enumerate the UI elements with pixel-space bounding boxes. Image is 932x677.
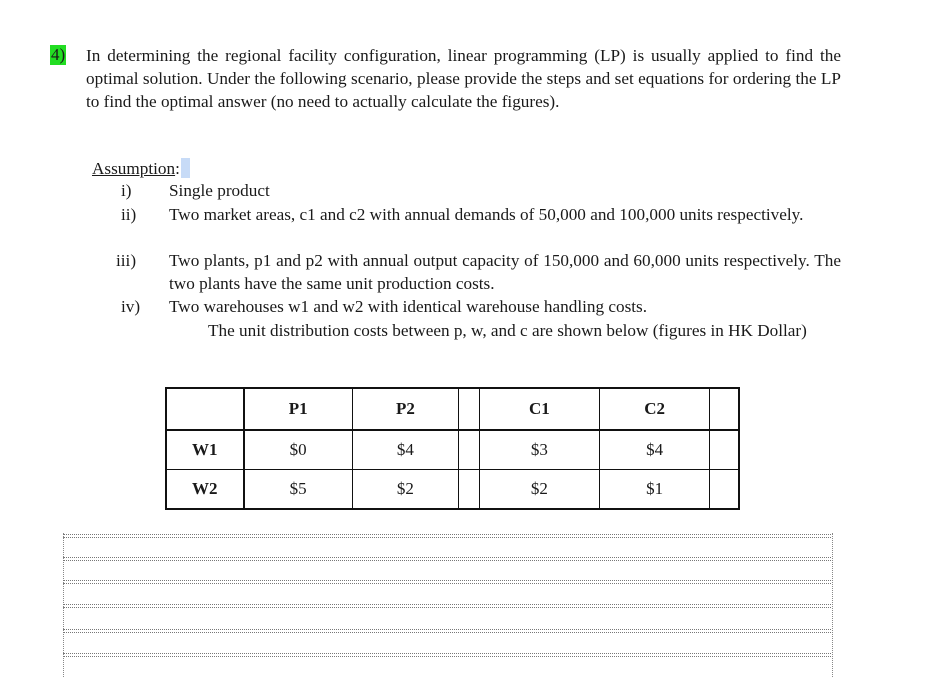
cell-spacer bbox=[459, 430, 480, 470]
cell-spacer bbox=[459, 470, 480, 510]
cell-w2-c2: $1 bbox=[599, 470, 709, 510]
assumption-item-numeral: iii) bbox=[116, 251, 137, 270]
question-text: In determining the regional facility configuration, linear programming (LP) is usually applied to find the optimal solution. Under the following scenario, please provide the steps and set equations for ordering the LP to find the optimal answer (no need to actually calculate the figures). bbox=[86, 46, 841, 111]
assumption-heading-colon: : bbox=[175, 159, 180, 178]
column-header-c1: C1 bbox=[479, 388, 599, 430]
assumption-item-text: Single product bbox=[169, 181, 270, 200]
assumption-item-numeral: i) bbox=[121, 181, 132, 200]
assumption-item-numeral: ii) bbox=[121, 205, 137, 224]
cell-w2-p2: $2 bbox=[352, 470, 458, 510]
cell-w1-p1: $0 bbox=[244, 430, 353, 470]
assumption-item-numeral: iv) bbox=[121, 297, 141, 316]
answer-line bbox=[63, 604, 831, 608]
table-row bbox=[166, 430, 739, 470]
column-header-trailing bbox=[710, 388, 739, 430]
row-label-w2: W2 bbox=[166, 470, 244, 510]
assumption-heading-label: Assumption bbox=[92, 159, 176, 178]
assumption-item-text: Two plants, p1 and p2 with annual output capacity of 150,000 and 60,000 units respectively. The two plants have the same unit production costs. bbox=[169, 251, 841, 293]
cell-w2-p1: $5 bbox=[244, 470, 353, 510]
answer-line bbox=[63, 629, 831, 633]
column-header-p1: P1 bbox=[244, 388, 353, 430]
column-header-c2: C2 bbox=[599, 388, 709, 430]
cell-w1-c2: $4 bbox=[599, 430, 709, 470]
cell-w2-c1: $2 bbox=[479, 470, 599, 510]
table-corner-cell bbox=[166, 388, 244, 430]
cell-w1-c1: $3 bbox=[479, 430, 599, 470]
cell-w1-p2: $4 bbox=[352, 430, 458, 470]
cell-trailing bbox=[710, 470, 739, 510]
question-number: 4) bbox=[51, 45, 66, 64]
distribution-cost-table bbox=[165, 387, 740, 510]
answer-line bbox=[63, 534, 831, 538]
assumption-item-text: Two market areas, c1 and c2 with annual demands of 50,000 and 100,000 units respectively. bbox=[169, 205, 804, 224]
table-header-row bbox=[166, 388, 739, 430]
cell-trailing bbox=[710, 430, 739, 470]
text-cursor-selection bbox=[181, 158, 190, 178]
answer-line bbox=[63, 557, 831, 561]
row-label-w1: W1 bbox=[166, 430, 244, 470]
assumption-heading bbox=[92, 158, 190, 180]
column-header-spacer bbox=[459, 388, 480, 430]
answer-line bbox=[63, 653, 831, 657]
assumption-item-text: Two warehouses w1 and w2 with identical warehouse handling costs. bbox=[169, 297, 648, 316]
cost-table-note: The unit distribution costs between p, w, and c are shown below (figures in HK Dollar) bbox=[208, 321, 807, 340]
answer-line bbox=[63, 580, 831, 584]
column-header-p2: P2 bbox=[352, 388, 458, 430]
table-row bbox=[166, 470, 739, 510]
